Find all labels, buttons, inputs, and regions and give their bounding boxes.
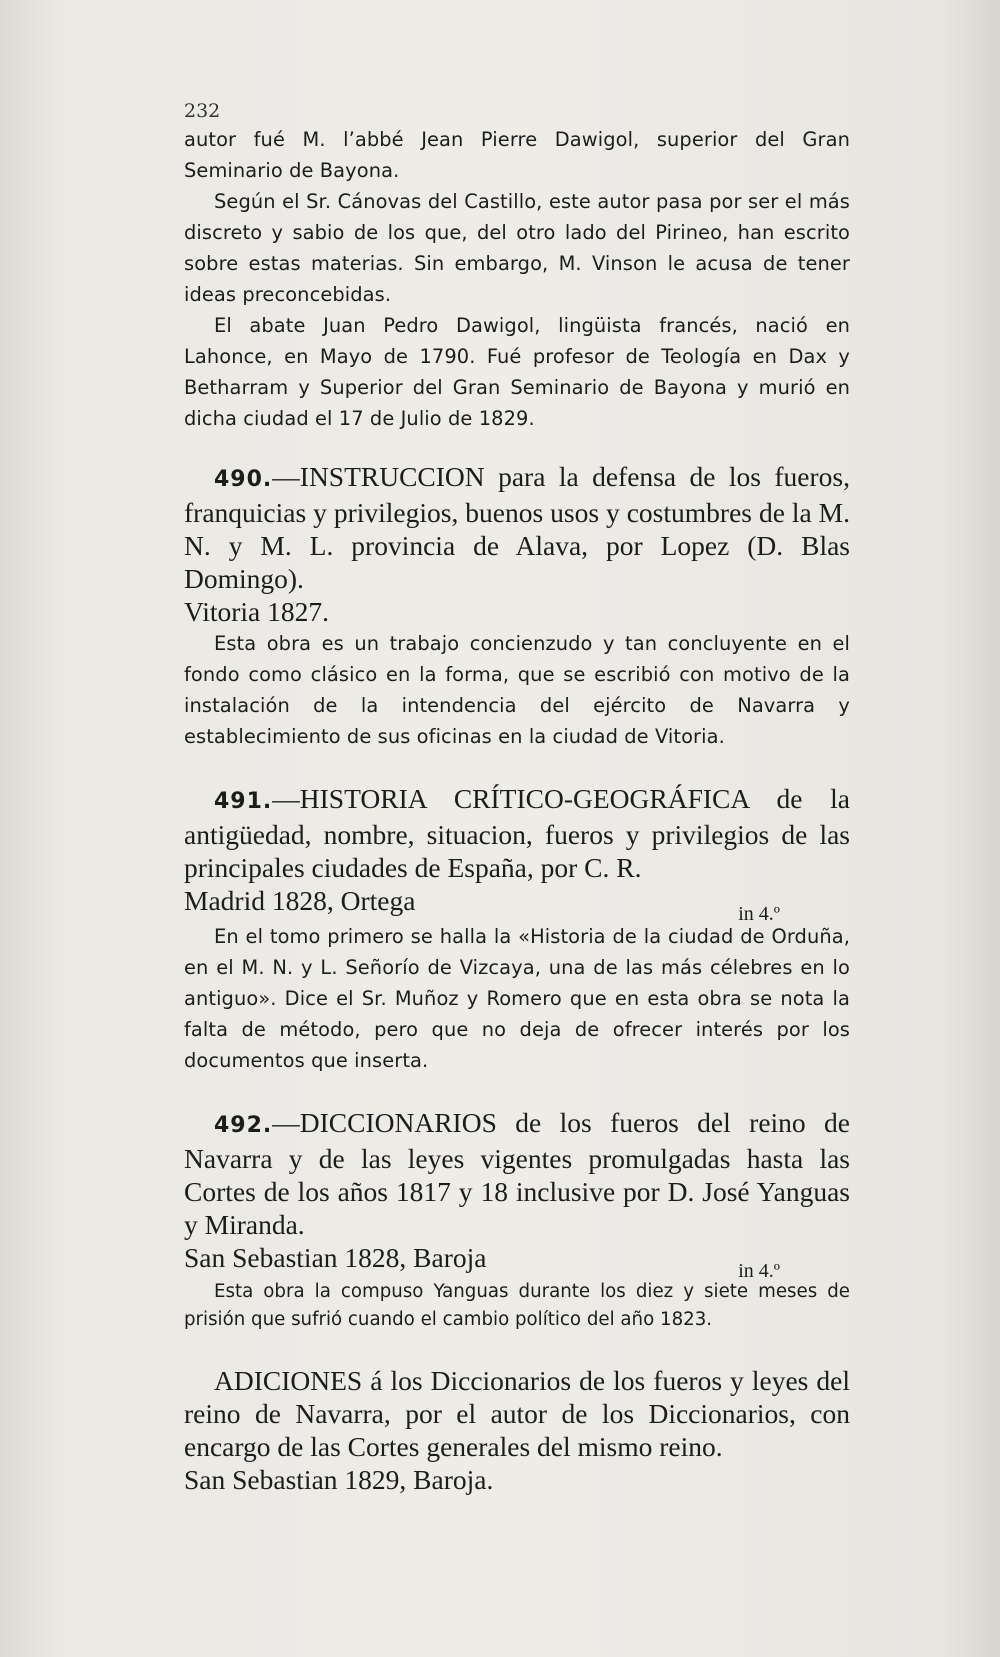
entry-number: 491. (214, 789, 273, 814)
intro-paragraph-1: autor fué M. l’abbé Jean Pierre Dawigol, superior del Gran Seminario de Bayona. (184, 128, 850, 182)
entry-imprint-row (184, 884, 850, 925)
spacer (184, 1334, 850, 1364)
entry-note: En el tomo primero se halla la «Historia de la ciudad de Orduña, en el M. N. y L. Señorío de Vizcaya, una de las más célebres en lo antiguo». Dice el Sr. Muñoz y Romero que en esta obra se nota la falta de método, pero que no deja de ofrecer interés por los documentos que inserta. (184, 925, 850, 1072)
entry-491 (184, 782, 850, 1076)
entry-imprint: San Sebastian 1828, Baroja (184, 1242, 487, 1273)
spacer (184, 434, 850, 460)
entry-imprint-row (184, 1241, 850, 1282)
intro-paragraph-3: El abate Juan Pedro Dawigol, lingüista francés, nació en Lahonce, en Mayo de 1790. Fué profesor de Teología en Dax y Betharram y Superior del Gran Seminario de Bayona y murió en dicha ciudad el 17 de Julio de 1829. (184, 314, 850, 430)
spacer (184, 752, 850, 782)
page-number: 232 (184, 100, 221, 122)
entry-format: in 4.º (738, 903, 780, 925)
entry-title-text: —DICCIONARIOS de los fueros del reino de Navarra y de las leyes vigentes promulgadas hasta las Cortes de los años 1817 y 18 inclusive por D. José Yanguas y Miranda. (184, 1107, 850, 1240)
entry-title-text: —HISTORIA CRÍTICO-GEOGRÁFICA de la antigüedad, nombre, situacion, fueros y privilegios de las principales ciudades de España, por C. R. (184, 783, 850, 883)
entry-number: 492. (214, 1113, 273, 1138)
entry-note: Esta obra es un trabajo concienzudo y tan concluyente en el fondo como clásico en la forma, que se escribió con motivo de la instalación de la intendencia del ejército de Navarra y establecimiento de sus oficinas en la ciudad de Vitoria. (184, 632, 850, 748)
entry-format: in 4.º (738, 1260, 780, 1282)
entry-number: 490. (214, 467, 273, 492)
entry-title-text: —INSTRUCCION para la defensa de los fueros, franquicias y privilegios, buenos usos y costumbres de la M. N. y M. L. provincia de Alava, por Lopez (D. Blas Domingo). (184, 461, 850, 594)
spacer (184, 1076, 850, 1106)
additions-text: ADICIONES á los Diccionarios de los fueros y leyes del reino de Navarra, por el autor de los Diccionarios, con encargo de las Cortes generales del mismo reino. (184, 1365, 850, 1462)
entry-note: Esta obra la compuso Yanguas durante los diez y siete meses de prisión que sufrió cuando el cambio político del año 1823. (184, 1281, 850, 1330)
entry-title (184, 1106, 850, 1241)
entry-imprint: Vitoria 1827. (184, 596, 329, 627)
additions-entry (184, 1364, 850, 1496)
entry-492 (184, 1106, 850, 1334)
entry-title (184, 460, 850, 595)
entry-490 (184, 460, 850, 752)
entry-title (184, 782, 850, 884)
entry-imprint-row (184, 595, 850, 628)
additions-imprint: San Sebastian 1829, Baroja. (184, 1464, 494, 1495)
entry-imprint: Madrid 1828, Ortega (184, 885, 416, 916)
intro-paragraph-2: Según el Sr. Cánovas del Castillo, este autor pasa por ser el más discreto y sabio de los que, del otro lado del Pirineo, han escrito sobre estas materias. Sin embargo, M. Vinson le acusa de tener ideas preconcebidas. (184, 190, 850, 306)
page-content (184, 100, 850, 1496)
